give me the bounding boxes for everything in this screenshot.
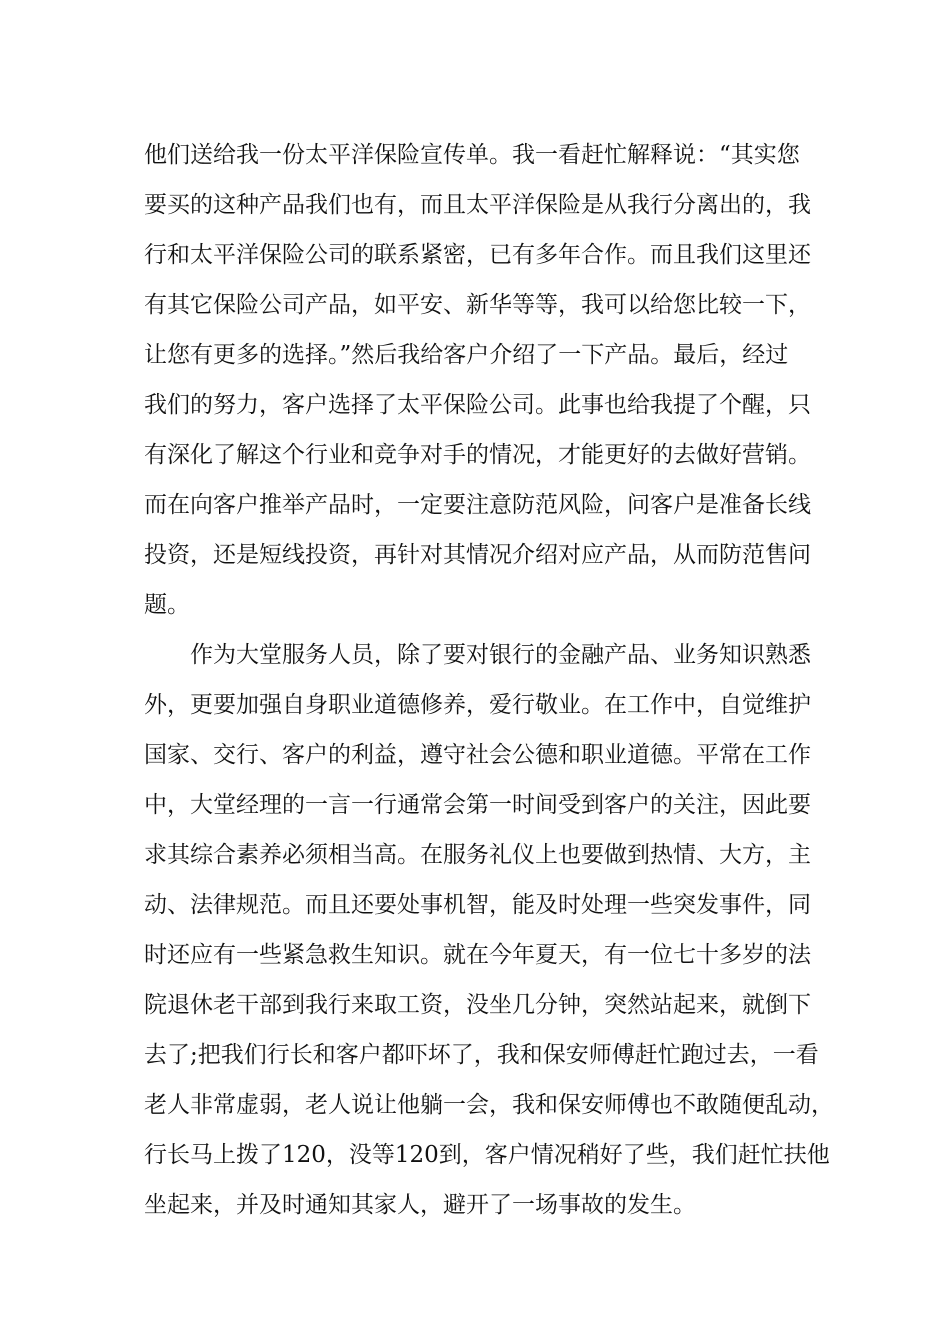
text-line: 院退休老干部到我行来取工资，没坐几分钟，突然站起来，就倒下 (144, 992, 811, 1018)
text-line: 求其综合素养必须相当高。在服务礼仪上也要做到热情、大方，主 (144, 842, 811, 868)
text-line: 我们的努力，客户选择了太平保险公司。此事也给我提了个醒，只 (144, 392, 811, 418)
text-line: 中，大堂经理的一言一行通常会第一时间受到客户的关注，因此要 (144, 792, 811, 818)
text-line: 有深化了解这个行业和竞争对手的情况，才能更好的去做好营销。 (144, 442, 811, 468)
text-line: 老人非常虚弱，老人说让他躺一会，我和保安师傅也不敢随便乱动， (144, 1092, 834, 1118)
text-line: 投资，还是短线投资，再针对其情况介绍对应产品，从而防范售问 (144, 542, 811, 568)
text-line: 题。 (144, 592, 190, 618)
text-line: 而在向客户推举产品时，一定要注意防范风险，问客户是准备长线 (144, 492, 811, 518)
text-line: 时还应有一些紧急救生知识。就在今年夏天，有一位七十多岁的法 (144, 942, 811, 968)
text-line: 行长马上拨了120，没等120到，客户情况稍好了些，我们赶忙扶他 (144, 1142, 830, 1168)
document-body (144, 130, 834, 1230)
text-line: 让您有更多的选择。”然后我给客户介绍了一下产品。最后，经过 (144, 342, 789, 368)
text-line: 外，更要加强自身职业道德修养，爱行敬业。在工作中，自觉维护 (144, 692, 811, 718)
paragraph-1 (144, 130, 834, 630)
text-line: 有其它保险公司产品，如平安、新华等等，我可以给您比较一下， (144, 292, 811, 318)
text-line: 要买的这种产品我们也有，而且太平洋保险是从我行分离出的，我 (144, 192, 811, 218)
text-line: 动、法律规范。而且还要处事机智，能及时处理一些突发事件，同 (144, 892, 811, 918)
text-line: 他们送给我一份太平洋保险宣传单。我一看赶忙解释说：“其实您 (144, 142, 800, 168)
text-line: 去了;把我们行长和客户都吓坏了，我和保安师傅赶忙跑过去，一看 (144, 1042, 819, 1068)
paragraph-2 (144, 630, 834, 1230)
text-line: 国家、交行、客户的利益，遵守社会公德和职业道德。平常在工作 (144, 742, 811, 768)
text-line: 坐起来，并及时通知其家人，避开了一场事故的发生。 (144, 1192, 696, 1218)
text-line: 作为大堂服务人员，除了要对银行的金融产品、业务知识熟悉 (190, 642, 811, 668)
text-line: 行和太平洋保险公司的联系紧密，已有多年合作。而且我们这里还 (144, 242, 811, 268)
